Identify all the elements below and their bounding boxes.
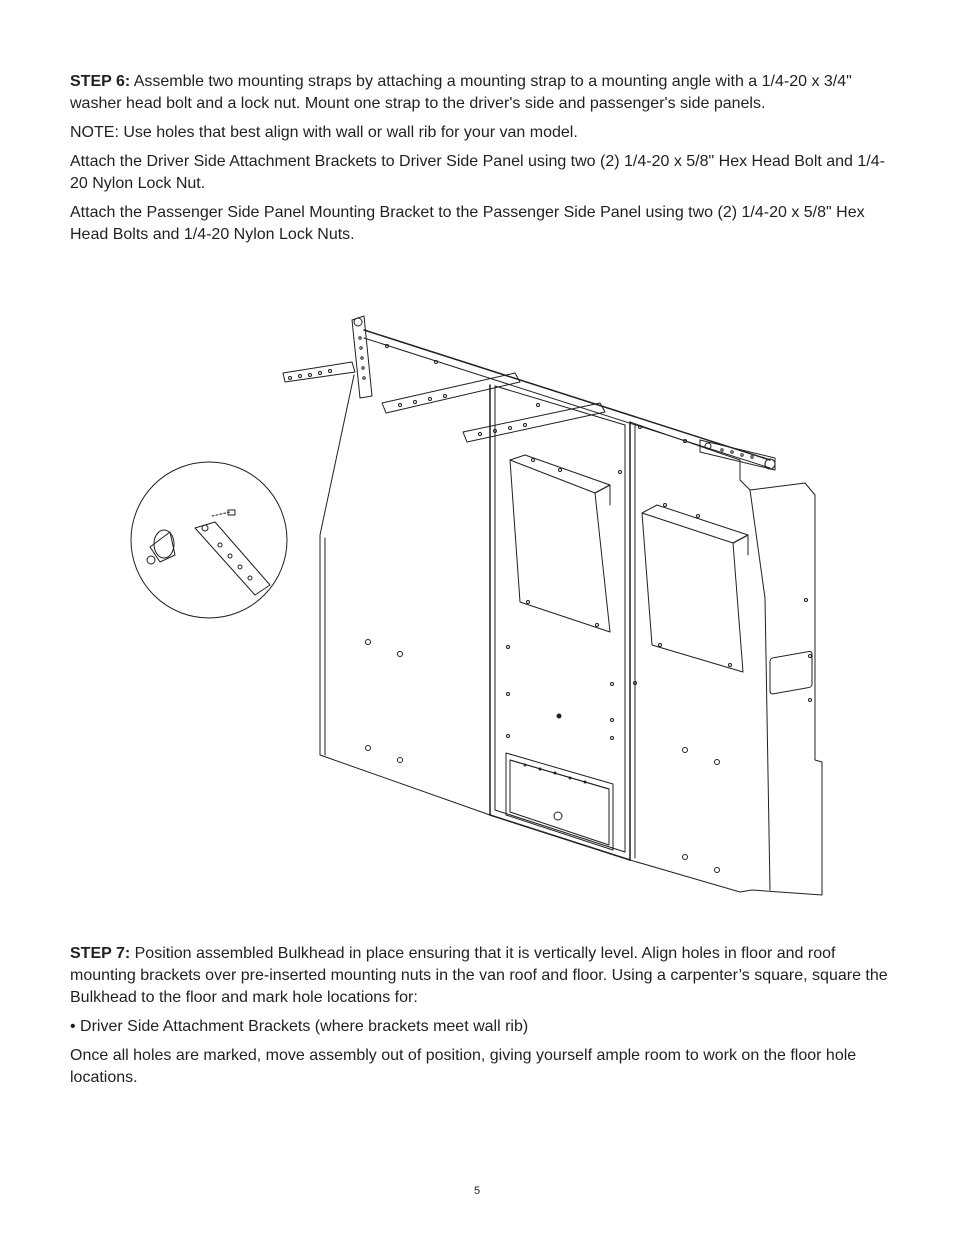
step7-bullet: • Driver Side Attachment Brackets (where brackets meet wall rib) [70,1018,529,1035]
page-number: 5 [473,1185,481,1197]
step6-label: STEP 6: [70,73,131,90]
step6-passenger-bracket: Attach the Passenger Side Panel Mounting Bracket to the Passenger Side Panel using two (2) 1/4-20 x 5/8" Hex Head Bolts and 1/4-20 Nylon Lock Nuts. [70,204,865,243]
lower-access-panel [506,753,613,850]
passenger-vent-cover [642,504,748,673]
center-vent-cover [510,455,610,632]
hardware-detail-callout [131,462,287,618]
step7-section [70,943,890,1096]
passenger-side-panel [630,422,822,895]
step7-final: Once all holes are marked, move assembly out of position, giving yourself ample room to work on the floor hole locations. [70,1047,857,1086]
step7-label: STEP 7: [70,945,131,962]
step6-note: NOTE: Use holes that best align with wall or wall rib for your van model. [70,124,578,141]
step6-driver-bracket: Attach the Driver Side Attachment Brackets to Driver Side Panel using two (2) 1/4-20 x 5/8" Hex Head Bolt and 1/4-20 Nylon Lock Nut. [70,153,885,192]
top-mounting-rail [364,330,770,468]
step6-section [70,71,890,253]
driver-vertical-strap [352,316,372,398]
step6-text: Assemble two mounting straps by attaching a mounting strap to a mounting angle with a 1/4-20 x 3/4" washer head bolt and a lock nut. Mount one strap to the driver's side and passenger's side panels. [70,73,852,112]
center-mounting-strap-upper [382,373,520,413]
step7-paragraph [70,943,890,1009]
step6-paragraph [70,71,890,115]
driver-side-panel [320,375,490,815]
driver-side-strap [283,362,355,382]
bulkhead-assembly-illustration [120,300,840,910]
step7-text: Position assembled Bulkhead in place ensuring that it is vertically level. Align holes in floor and roof mounting brackets over pre-inserted mounting nuts in the van roof and floor. Using a carpenter’s square, square the Bulkhead to the floor and mark hole locations for: [70,945,888,1006]
